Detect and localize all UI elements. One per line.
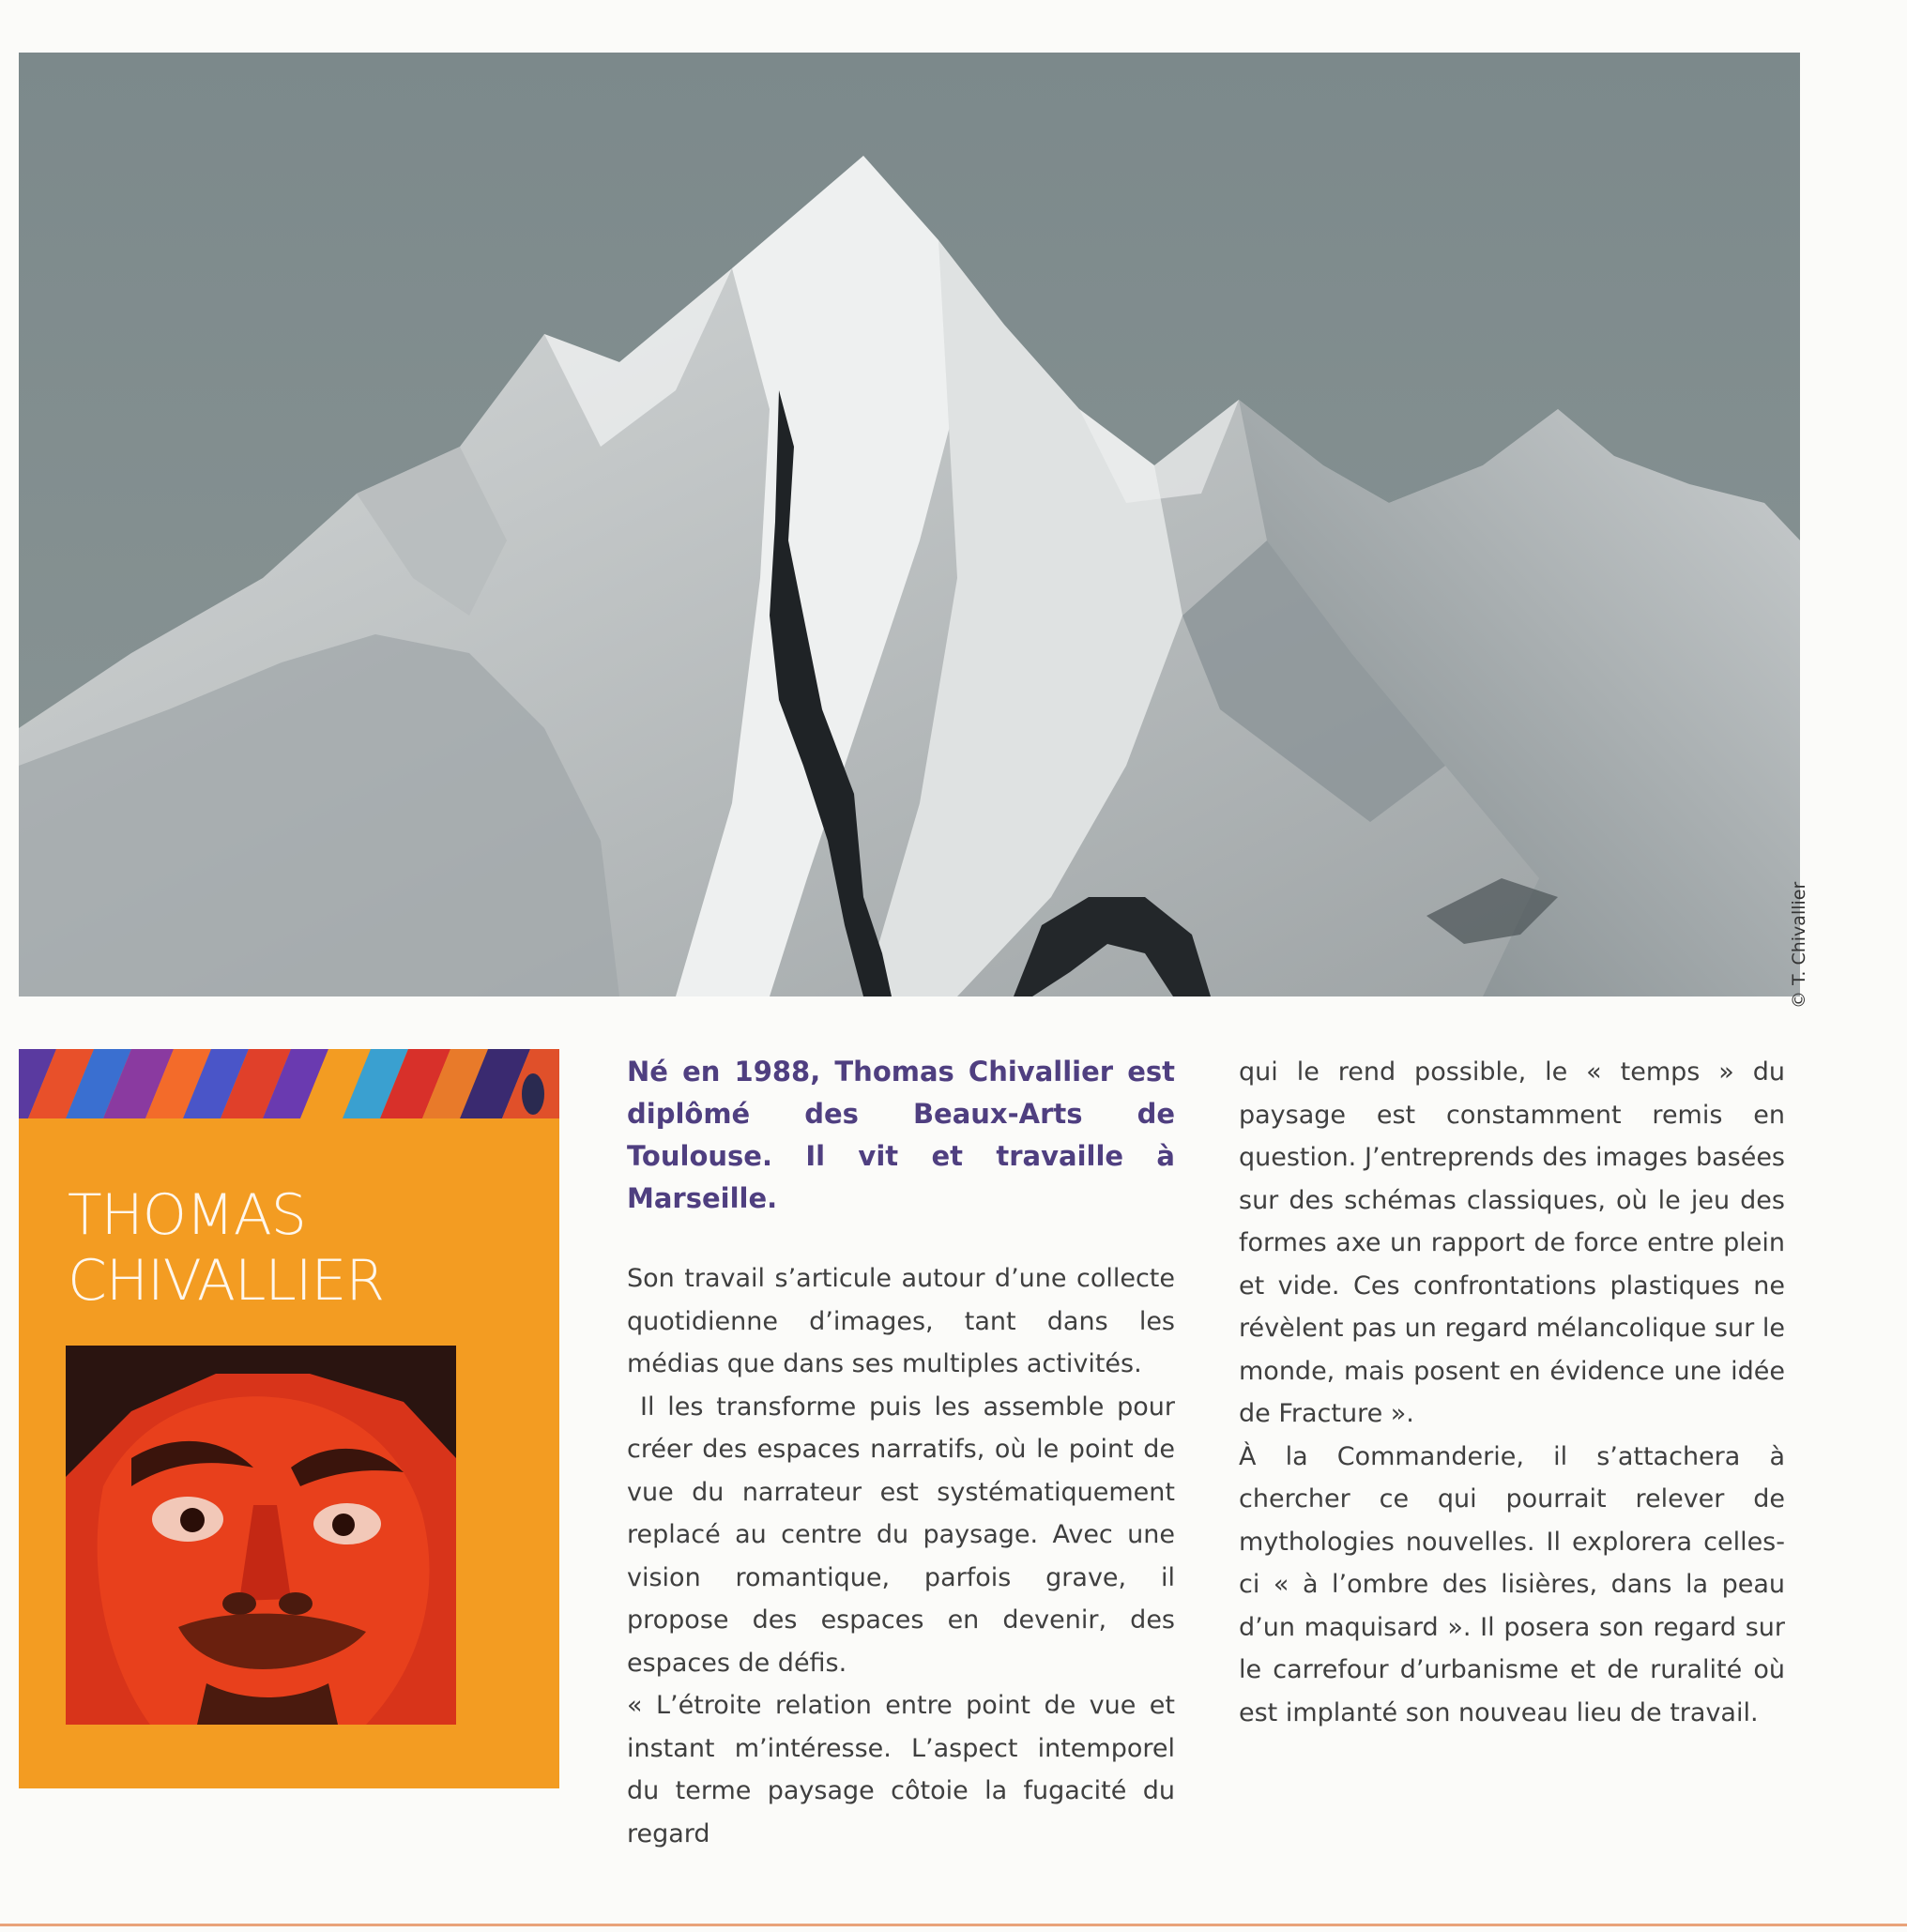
- body-paragraph: À la Commanderie, il s’attachera à chercher ce qui pourrait relever de mythologies nouvelles. Il explorera celles-ci « à l’ombre des lisières, dans la peau d’un maquisard ». Il posera son regard sur le carrefour d’urbanisme et de ruralité où est implanté son nouveau lieu de travail.: [1239, 1441, 1785, 1727]
- body-paragraph: qui le rend possible, le « temps » du paysage est constamment remis en question. J’entreprends des images basées sur des schémas classiques, où le jeu des formes axe un rapport de force entre plein et vide. Ces confrontations plastiques ne révèlent pas un regard mélancolique sur le monde, mais posent en évidence une idée de Fracture ».: [1239, 1057, 1785, 1428]
- artist-first-name: THOMAS: [68, 1182, 306, 1248]
- body-paragraph: Il les transforme puis les assemble pour créer des espaces narratifs, où le point de vue du narrateur est systématiquement replacé au centre du paysage. Avec une vision romantique, parfois grave, il propose des espaces en devenir, des espaces de défis.: [627, 1392, 1175, 1678]
- portrait-illustration: [66, 1346, 456, 1725]
- page-edge-line: [0, 1924, 1907, 1926]
- body-paragraph: « L’étroite relation entre point de vue et instant m’intéresse. L’aspect intemporel du terme paysage côtoie la fugacité du regard: [627, 1691, 1175, 1848]
- mountain-painting-photo: [19, 53, 1800, 996]
- artist-portrait: [66, 1346, 456, 1725]
- artist-card: [19, 1049, 559, 1788]
- artist-last-name: CHIVALLIER: [68, 1248, 385, 1314]
- artist-name: [68, 1182, 384, 1314]
- body-paragraph: Son travail s’articule autour d’une collecte quotidienne d’images, tant dans les médias que dans ses multiples activités.: [627, 1264, 1175, 1378]
- article-column-2: [1239, 1051, 1785, 1734]
- mountain-painting: [19, 53, 1800, 996]
- article-column-1: [627, 1051, 1175, 1855]
- decorative-stripes: [19, 1049, 559, 1118]
- photo-credit: © T. Chivallier: [1789, 881, 1809, 1009]
- article-lead: Né en 1988, Thomas Chivallier est diplômé des Beaux-Arts de Toulouse. Il vit et travaille à Marseille.: [627, 1056, 1175, 1214]
